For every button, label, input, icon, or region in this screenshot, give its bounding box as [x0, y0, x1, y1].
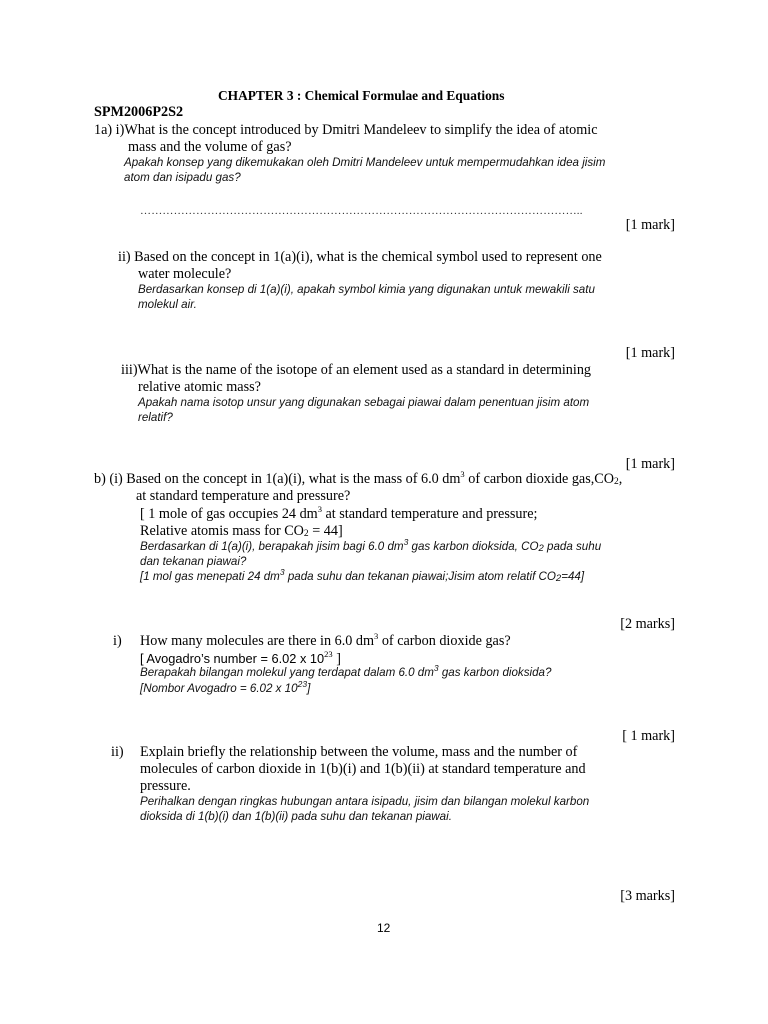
question-hint: Relative atomis mass for $CO_2 = 44$]: [140, 523, 343, 539]
question-text: Explain briefly the relationship between the volume, mass and the number of: [140, 744, 578, 760]
marks-label: [1 mark]: [625, 456, 675, 472]
malay-translation: Berapakah bilangan molekul yang terdapat dalam 6.0 $dm^3$ gas karbon dioksida?: [140, 662, 552, 679]
chapter-title: CHAPTER 3 : Chemical Formulae and Equations: [218, 88, 505, 103]
question-text: at standard temperature and pressure?: [136, 488, 351, 504]
malay-translation: Perihalkan dengan ringkas hubungan antara isipadu, jisim dan bilangan molekul karbon: [140, 795, 590, 808]
question-text: iii)What is the name of the isotope of an element used as a standard in determining: [121, 362, 592, 378]
malay-translation: Apakah nama isotop unsur yang digunakan sebagai piawai dalam penentuan jisim atom: [138, 396, 590, 409]
malay-translation: Apakah konsep yang dikemukakan oleh Dmitri Mandeleev untuk mempermudahkan idea jisim: [124, 156, 606, 169]
question-text: mass and the volume of gas?: [128, 139, 292, 155]
page-number: 12: [377, 921, 391, 935]
paper-code: SPM2006P2S2: [94, 104, 184, 120]
malay-translation: dan tekanan piawai?: [140, 555, 247, 568]
marks-label: [2 marks]: [620, 616, 675, 632]
marks-label: [ 1 mark]: [622, 728, 675, 744]
answer-dots: ………………………………………………………………………………………………………..: [140, 205, 583, 217]
question-hint: [ Avogadro’s number = 6.02 x $10^{23}$ ]: [140, 648, 341, 667]
malay-translation: molekul air.: [138, 298, 197, 311]
malay-translation: [Nombor Avogadro = 6.02 x $10^{23}$]: [140, 678, 311, 695]
question-hint: [ 1 mole of gas occupies 24 $dm^3$ at standard temperature and pressure;: [140, 503, 538, 522]
question-text: relative atomic mass?: [138, 379, 261, 395]
question-text: How many molecules are there in 6.0 $dm^3$ of carbon dioxide gas?: [140, 630, 511, 649]
question-text: water molecule?: [138, 266, 232, 282]
question-text: ii) Based on the concept in 1(a)(i), what is the chemical symbol used to represent one: [118, 249, 602, 265]
marks-label: [1 mark]: [625, 345, 675, 361]
question-text: b) (i) Based on the concept in 1(a)(i), what is the mass of 6.0 $dm^3$ of carbon dioxide $gas,CO_2$,: [94, 468, 623, 487]
malay-translation: relatif?: [138, 411, 173, 424]
question-text: 1a) i)What is the concept introduced by Dmitri Mandeleev to simplify the idea of atomic: [94, 122, 598, 138]
malay-translation: Berdasarkan di 1(a)(i), berapakah jisim bagi 6.0 $dm^3$ gas karbon dioksida, $CO_2$ pada suhu: [140, 536, 602, 554]
malay-translation: Berdasarkan konsep di 1(a)(i), apakah symbol kimia yang digunakan untuk mewakili satu: [138, 283, 595, 296]
question-text: molecules of carbon dioxide in 1(b)(i) and 1(b)(ii) at standard temperature and: [140, 761, 586, 777]
malay-translation: dioksida di 1(b)(i) dan 1(b)(ii) pada suhu dan tekanan piawai.: [140, 810, 452, 823]
marks-label: [1 mark]: [625, 217, 675, 233]
question-label: i): [113, 633, 122, 649]
malay-translation: atom dan isipadu gas?: [124, 171, 241, 184]
question-label: ii): [111, 744, 124, 760]
malay-translation: [1 mol gas menepati 24 $dm^3$ pada suhu dan tekanan piawai;Jisim atom relatif $CO_2=44$]: [140, 566, 585, 584]
marks-label: [3 marks]: [620, 888, 675, 904]
question-text: pressure.: [140, 778, 191, 794]
